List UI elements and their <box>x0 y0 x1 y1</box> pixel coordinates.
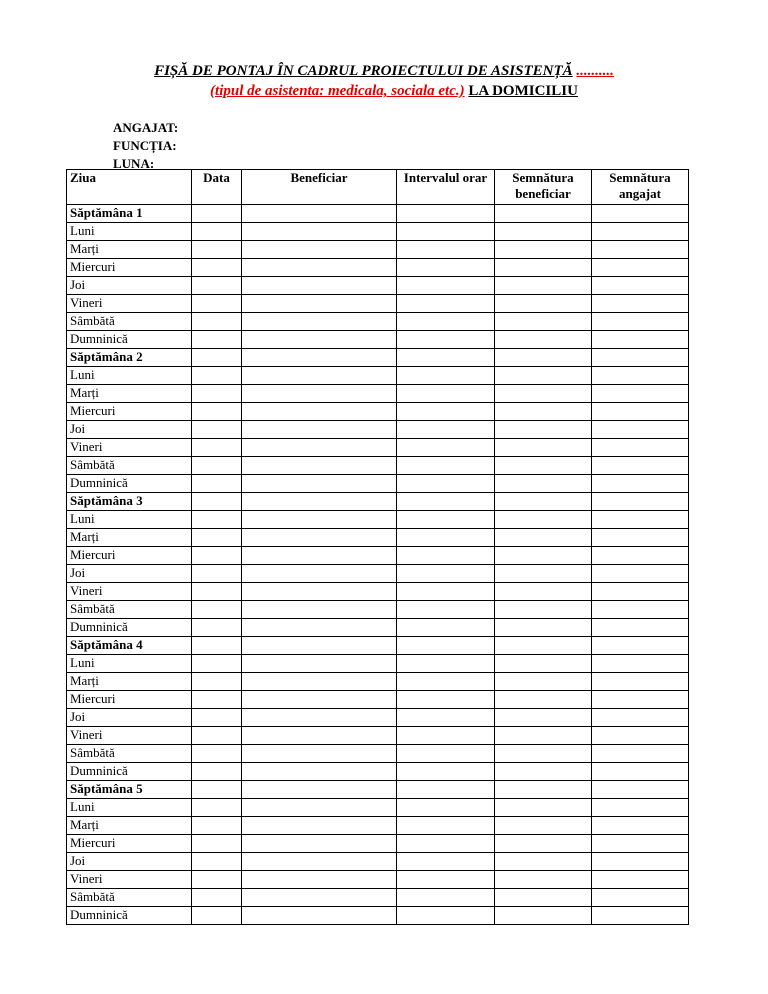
entry-cell[interactable] <box>242 907 397 925</box>
entry-cell[interactable] <box>592 601 689 619</box>
entry-cell[interactable] <box>192 277 242 295</box>
entry-cell[interactable] <box>242 619 397 637</box>
entry-cell[interactable] <box>242 691 397 709</box>
timesheet-body <box>67 205 689 925</box>
entry-cell[interactable] <box>397 493 495 511</box>
entry-cell[interactable] <box>397 853 495 871</box>
entry-cell[interactable] <box>242 421 397 439</box>
entry-cell[interactable] <box>495 277 592 295</box>
document-title <box>0 62 768 80</box>
entry-cell[interactable] <box>495 367 592 385</box>
day-row <box>67 907 689 925</box>
entry-cell[interactable] <box>592 583 689 601</box>
day-row <box>67 529 689 547</box>
entry-cell[interactable] <box>495 475 592 493</box>
entry-cell[interactable] <box>242 871 397 889</box>
entry-cell[interactable] <box>397 259 495 277</box>
entry-cell[interactable] <box>192 403 242 421</box>
day-cell: Luni <box>67 367 192 385</box>
entry-cell[interactable] <box>495 511 592 529</box>
entry-cell[interactable] <box>242 475 397 493</box>
day-cell: Sâmbătă <box>67 313 192 331</box>
day-cell: Vineri <box>67 871 192 889</box>
entry-cell[interactable] <box>495 439 592 457</box>
title-text: FIȘĂ DE PONTAJ ÎN CADRUL PROIECTULUI DE ASISTENȚĂ <box>154 63 573 79</box>
day-row <box>67 259 689 277</box>
entry-cell[interactable] <box>397 367 495 385</box>
day-row <box>67 547 689 565</box>
entry-cell[interactable] <box>242 655 397 673</box>
entry-cell[interactable] <box>592 709 689 727</box>
entry-cell[interactable] <box>192 583 242 601</box>
entry-cell[interactable] <box>592 385 689 403</box>
day-cell: Vineri <box>67 583 192 601</box>
day-row <box>67 853 689 871</box>
entry-cell[interactable] <box>397 727 495 745</box>
day-row <box>67 745 689 763</box>
day-cell: Săptămâna 3 <box>67 493 192 511</box>
entry-cell[interactable] <box>495 763 592 781</box>
entry-cell[interactable] <box>592 511 689 529</box>
entry-cell[interactable] <box>495 349 592 367</box>
entry-cell[interactable] <box>397 403 495 421</box>
subtitle-red-text: (tipul de asistenta: medicala, sociala etc.) <box>210 83 465 99</box>
week-row <box>67 493 689 511</box>
entry-cell[interactable] <box>242 781 397 799</box>
entry-cell[interactable] <box>592 853 689 871</box>
entry-cell[interactable] <box>242 853 397 871</box>
entry-cell[interactable] <box>397 457 495 475</box>
entry-cell[interactable] <box>592 475 689 493</box>
header-employee-signature: Semnătura angajat <box>592 170 689 205</box>
entry-cell[interactable] <box>192 853 242 871</box>
entry-cell[interactable] <box>592 637 689 655</box>
entry-cell[interactable] <box>242 529 397 547</box>
entry-cell[interactable] <box>192 241 242 259</box>
entry-cell[interactable] <box>495 493 592 511</box>
entry-cell[interactable] <box>192 457 242 475</box>
day-cell: Joi <box>67 421 192 439</box>
day-cell: Marți <box>67 385 192 403</box>
entry-cell[interactable] <box>495 601 592 619</box>
entry-cell[interactable] <box>592 619 689 637</box>
day-cell: Sâmbătă <box>67 745 192 763</box>
entry-cell[interactable] <box>242 385 397 403</box>
entry-cell[interactable] <box>192 421 242 439</box>
entry-cell[interactable] <box>192 637 242 655</box>
day-row <box>67 763 689 781</box>
day-cell: Dumninică <box>67 907 192 925</box>
entry-cell[interactable] <box>242 637 397 655</box>
entry-cell[interactable] <box>397 835 495 853</box>
day-row <box>67 655 689 673</box>
entry-cell[interactable] <box>192 385 242 403</box>
day-cell: Joi <box>67 709 192 727</box>
entry-cell[interactable] <box>397 655 495 673</box>
entry-cell[interactable] <box>242 457 397 475</box>
entry-cell[interactable] <box>192 745 242 763</box>
employee-label: ANGAJAT: <box>113 120 179 135</box>
entry-cell[interactable] <box>192 673 242 691</box>
entry-cell[interactable] <box>495 817 592 835</box>
entry-cell[interactable] <box>242 511 397 529</box>
entry-cell[interactable] <box>397 583 495 601</box>
entry-cell[interactable] <box>242 673 397 691</box>
entry-cell[interactable] <box>397 223 495 241</box>
day-cell: Marți <box>67 673 192 691</box>
entry-cell[interactable] <box>242 727 397 745</box>
entry-cell[interactable] <box>397 799 495 817</box>
entry-cell[interactable] <box>397 781 495 799</box>
day-cell: Joi <box>67 565 192 583</box>
entry-cell[interactable] <box>495 745 592 763</box>
day-cell: Miercuri <box>67 259 192 277</box>
entry-cell[interactable] <box>592 457 689 475</box>
entry-cell[interactable] <box>495 241 592 259</box>
entry-cell[interactable] <box>192 511 242 529</box>
entry-cell[interactable] <box>192 565 242 583</box>
entry-cell[interactable] <box>192 205 242 223</box>
day-cell: Vineri <box>67 439 192 457</box>
entry-cell[interactable] <box>242 763 397 781</box>
entry-cell[interactable] <box>242 259 397 277</box>
entry-cell[interactable] <box>242 205 397 223</box>
day-row <box>67 313 689 331</box>
entry-cell[interactable] <box>592 205 689 223</box>
day-cell: Marți <box>67 817 192 835</box>
day-cell: Luni <box>67 655 192 673</box>
entry-cell[interactable] <box>592 367 689 385</box>
entry-cell[interactable] <box>242 889 397 907</box>
entry-cell[interactable] <box>495 259 592 277</box>
entry-cell[interactable] <box>192 871 242 889</box>
entry-cell[interactable] <box>592 799 689 817</box>
header-date: Data <box>192 170 242 205</box>
entry-cell[interactable] <box>192 619 242 637</box>
entry-cell[interactable] <box>242 709 397 727</box>
entry-cell[interactable] <box>397 313 495 331</box>
entry-cell[interactable] <box>242 799 397 817</box>
entry-cell[interactable] <box>397 439 495 457</box>
entry-cell[interactable] <box>495 331 592 349</box>
entry-cell[interactable] <box>495 223 592 241</box>
entry-cell[interactable] <box>242 583 397 601</box>
day-cell: Miercuri <box>67 547 192 565</box>
entry-cell[interactable] <box>592 547 689 565</box>
entry-cell[interactable] <box>397 871 495 889</box>
entry-cell[interactable] <box>495 727 592 745</box>
day-cell: Dumninică <box>67 331 192 349</box>
day-cell: Săptămâna 4 <box>67 637 192 655</box>
entry-cell[interactable] <box>397 529 495 547</box>
entry-cell[interactable] <box>192 475 242 493</box>
entry-cell[interactable] <box>397 277 495 295</box>
day-row <box>67 385 689 403</box>
entry-cell[interactable] <box>192 439 242 457</box>
week-row <box>67 781 689 799</box>
day-row <box>67 583 689 601</box>
month-label: LUNA: <box>113 156 155 171</box>
entry-cell[interactable] <box>242 295 397 313</box>
entry-cell[interactable] <box>495 889 592 907</box>
entry-cell[interactable] <box>242 547 397 565</box>
entry-cell[interactable] <box>192 907 242 925</box>
day-cell: Miercuri <box>67 403 192 421</box>
header-day: Ziua <box>67 170 192 205</box>
entry-cell[interactable] <box>495 691 592 709</box>
entry-cell[interactable] <box>397 331 495 349</box>
day-row <box>67 241 689 259</box>
entry-cell[interactable] <box>242 601 397 619</box>
entry-cell[interactable] <box>592 889 689 907</box>
entry-cell[interactable] <box>592 817 689 835</box>
entry-cell[interactable] <box>397 709 495 727</box>
entry-cell[interactable] <box>242 745 397 763</box>
entry-cell[interactable] <box>592 439 689 457</box>
entry-cell[interactable] <box>397 817 495 835</box>
day-cell: Sâmbătă <box>67 601 192 619</box>
entry-cell[interactable] <box>242 493 397 511</box>
day-row <box>67 403 689 421</box>
entry-cell[interactable] <box>192 835 242 853</box>
day-row <box>67 475 689 493</box>
day-row <box>67 457 689 475</box>
entry-cell[interactable] <box>592 313 689 331</box>
day-row <box>67 295 689 313</box>
day-cell: Săptămâna 5 <box>67 781 192 799</box>
entry-cell[interactable] <box>495 835 592 853</box>
day-row <box>67 619 689 637</box>
entry-cell[interactable] <box>592 277 689 295</box>
entry-cell[interactable] <box>192 367 242 385</box>
entry-cell[interactable] <box>192 313 242 331</box>
day-cell: Marți <box>67 529 192 547</box>
entry-cell[interactable] <box>242 403 397 421</box>
day-row <box>67 817 689 835</box>
entry-cell[interactable] <box>242 439 397 457</box>
entry-cell[interactable] <box>495 619 592 637</box>
entry-cell[interactable] <box>495 799 592 817</box>
day-row <box>67 421 689 439</box>
entry-cell[interactable] <box>192 655 242 673</box>
day-row <box>67 673 689 691</box>
day-row <box>67 511 689 529</box>
entry-cell[interactable] <box>592 223 689 241</box>
entry-cell[interactable] <box>495 583 592 601</box>
day-row <box>67 835 689 853</box>
day-cell: Miercuri <box>67 835 192 853</box>
table-header-row <box>67 170 689 205</box>
entry-cell[interactable] <box>192 691 242 709</box>
entry-cell[interactable] <box>397 295 495 313</box>
header-interval: Intervalul orar <box>397 170 495 205</box>
entry-cell[interactable] <box>592 907 689 925</box>
entry-cell[interactable] <box>592 241 689 259</box>
day-row <box>67 871 689 889</box>
entry-cell[interactable] <box>592 403 689 421</box>
entry-cell[interactable] <box>592 835 689 853</box>
day-cell: Vineri <box>67 727 192 745</box>
entry-cell[interactable] <box>495 403 592 421</box>
week-row <box>67 205 689 223</box>
day-cell: Săptămâna 1 <box>67 205 192 223</box>
entry-cell[interactable] <box>192 547 242 565</box>
entry-cell[interactable] <box>192 349 242 367</box>
entry-cell[interactable] <box>192 223 242 241</box>
entry-cell[interactable] <box>242 223 397 241</box>
entry-cell[interactable] <box>495 421 592 439</box>
header-beneficiary: Beneficiar <box>242 170 397 205</box>
entry-cell[interactable] <box>495 673 592 691</box>
day-row <box>67 889 689 907</box>
entry-cell[interactable] <box>397 349 495 367</box>
day-row <box>67 565 689 583</box>
entry-cell[interactable] <box>397 601 495 619</box>
entry-cell[interactable] <box>242 241 397 259</box>
entry-cell[interactable] <box>397 619 495 637</box>
title-dots: .......... <box>576 63 614 79</box>
week-row <box>67 637 689 655</box>
entry-cell[interactable] <box>397 745 495 763</box>
entry-cell[interactable] <box>495 205 592 223</box>
entry-cell[interactable] <box>192 709 242 727</box>
entry-cell[interactable] <box>592 781 689 799</box>
day-row <box>67 799 689 817</box>
meta-block <box>113 119 178 173</box>
entry-cell[interactable] <box>592 673 689 691</box>
entry-cell[interactable] <box>495 547 592 565</box>
entry-cell[interactable] <box>592 349 689 367</box>
day-cell: Joi <box>67 277 192 295</box>
timesheet-table <box>66 169 689 925</box>
entry-cell[interactable] <box>192 889 242 907</box>
entry-cell[interactable] <box>592 529 689 547</box>
entry-cell[interactable] <box>397 385 495 403</box>
day-cell: Joi <box>67 853 192 871</box>
day-row <box>67 727 689 745</box>
entry-cell[interactable] <box>192 529 242 547</box>
day-cell: Dumninică <box>67 475 192 493</box>
entry-cell[interactable] <box>397 511 495 529</box>
entry-cell[interactable] <box>397 637 495 655</box>
entry-cell[interactable] <box>397 763 495 781</box>
entry-cell[interactable] <box>592 565 689 583</box>
entry-cell[interactable] <box>192 259 242 277</box>
entry-cell[interactable] <box>192 601 242 619</box>
entry-cell[interactable] <box>495 655 592 673</box>
entry-cell[interactable] <box>397 475 495 493</box>
day-row <box>67 277 689 295</box>
entry-cell[interactable] <box>592 493 689 511</box>
entry-cell[interactable] <box>242 331 397 349</box>
day-row <box>67 439 689 457</box>
day-row <box>67 691 689 709</box>
entry-cell[interactable] <box>192 295 242 313</box>
entry-cell[interactable] <box>397 907 495 925</box>
entry-cell[interactable] <box>192 799 242 817</box>
entry-cell[interactable] <box>192 817 242 835</box>
day-cell: Luni <box>67 223 192 241</box>
day-cell: Săptămâna 2 <box>67 349 192 367</box>
day-cell: Marți <box>67 241 192 259</box>
entry-cell[interactable] <box>592 745 689 763</box>
entry-cell[interactable] <box>495 457 592 475</box>
entry-cell[interactable] <box>495 529 592 547</box>
entry-cell[interactable] <box>592 691 689 709</box>
day-cell: Luni <box>67 799 192 817</box>
entry-cell[interactable] <box>495 853 592 871</box>
entry-cell[interactable] <box>495 781 592 799</box>
entry-cell[interactable] <box>592 763 689 781</box>
entry-cell[interactable] <box>495 637 592 655</box>
entry-cell[interactable] <box>592 421 689 439</box>
day-cell: Sâmbătă <box>67 889 192 907</box>
entry-cell[interactable] <box>397 547 495 565</box>
entry-cell[interactable] <box>592 331 689 349</box>
entry-cell[interactable] <box>242 565 397 583</box>
entry-cell[interactable] <box>242 835 397 853</box>
day-row <box>67 223 689 241</box>
day-row <box>67 331 689 349</box>
entry-cell[interactable] <box>495 907 592 925</box>
document-subtitle <box>0 82 768 100</box>
entry-cell[interactable] <box>192 763 242 781</box>
subtitle-tail-text: LA DOMICILIU <box>468 83 578 99</box>
header-beneficiary-signature: Semnătura beneficiar <box>495 170 592 205</box>
entry-cell[interactable] <box>495 709 592 727</box>
entry-cell[interactable] <box>192 781 242 799</box>
week-row <box>67 349 689 367</box>
entry-cell[interactable] <box>495 565 592 583</box>
day-cell: Vineri <box>67 295 192 313</box>
entry-cell[interactable] <box>495 871 592 889</box>
entry-cell[interactable] <box>495 385 592 403</box>
function-label: FUNCȚIA: <box>113 138 177 153</box>
entry-cell[interactable] <box>192 493 242 511</box>
entry-cell[interactable] <box>242 817 397 835</box>
day-cell: Dumninică <box>67 763 192 781</box>
entry-cell[interactable] <box>397 889 495 907</box>
entry-cell[interactable] <box>592 871 689 889</box>
entry-cell[interactable] <box>397 673 495 691</box>
entry-cell[interactable] <box>495 313 592 331</box>
day-row <box>67 709 689 727</box>
entry-cell[interactable] <box>592 727 689 745</box>
entry-cell[interactable] <box>397 691 495 709</box>
day-cell: Luni <box>67 511 192 529</box>
day-row <box>67 601 689 619</box>
entry-cell[interactable] <box>192 727 242 745</box>
entry-cell[interactable] <box>495 295 592 313</box>
day-cell: Sâmbătă <box>67 457 192 475</box>
entry-cell[interactable] <box>242 313 397 331</box>
day-row <box>67 367 689 385</box>
entry-cell[interactable] <box>192 331 242 349</box>
entry-cell[interactable] <box>242 277 397 295</box>
entry-cell[interactable] <box>397 565 495 583</box>
day-cell: Dumninică <box>67 619 192 637</box>
entry-cell[interactable] <box>397 421 495 439</box>
entry-cell[interactable] <box>397 205 495 223</box>
day-cell: Miercuri <box>67 691 192 709</box>
entry-cell[interactable] <box>592 655 689 673</box>
entry-cell[interactable] <box>242 367 397 385</box>
entry-cell[interactable] <box>242 349 397 367</box>
entry-cell[interactable] <box>592 295 689 313</box>
entry-cell[interactable] <box>397 241 495 259</box>
entry-cell[interactable] <box>592 259 689 277</box>
